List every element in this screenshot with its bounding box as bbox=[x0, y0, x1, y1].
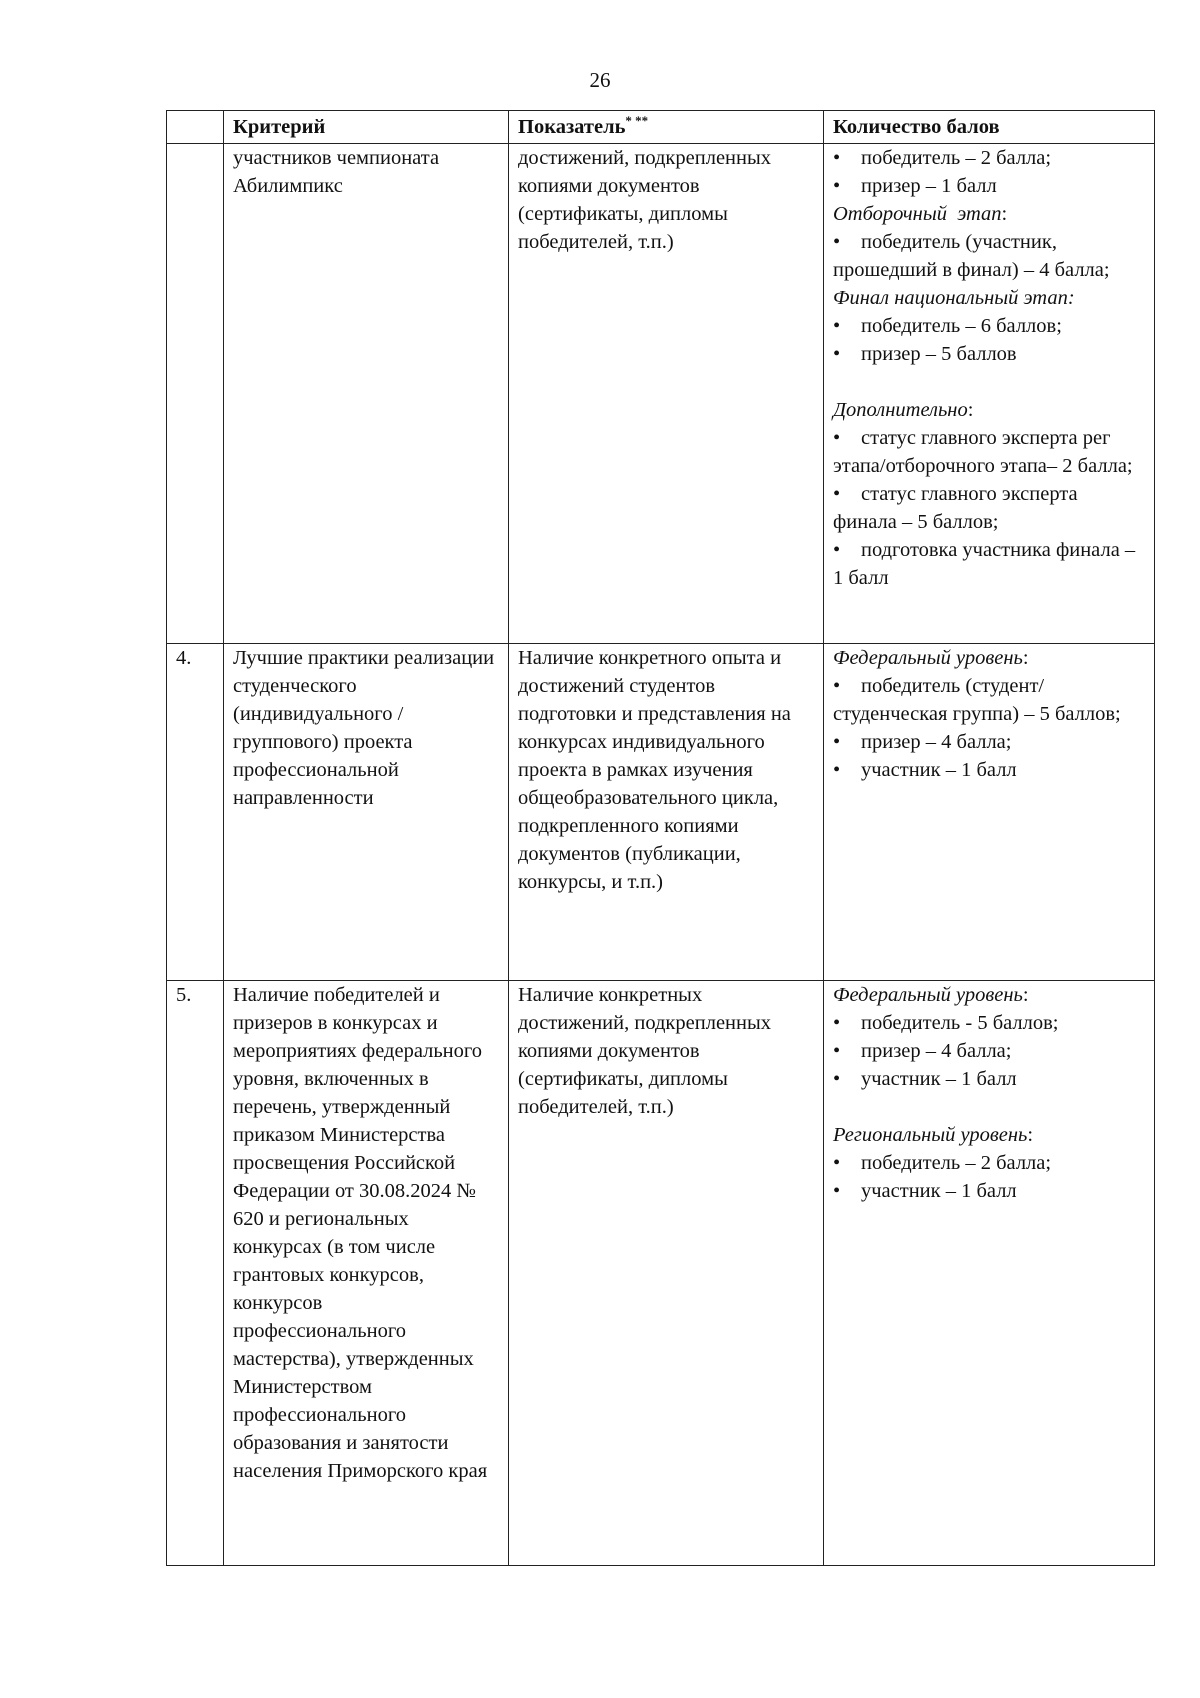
table-row bbox=[167, 644, 1155, 981]
list-item: • статус главного эксперта финала – 5 баллов; bbox=[833, 483, 1078, 533]
criteria-table bbox=[166, 110, 1155, 1566]
row-number-cell bbox=[167, 144, 224, 644]
list-item: • призер – 4 балла; bbox=[833, 731, 1012, 753]
level-heading: Федеральный уровень: bbox=[833, 984, 1029, 1006]
points-cell bbox=[824, 981, 1155, 1566]
points-cell bbox=[824, 144, 1155, 644]
criterion-cell: Наличие победителей и призеров в конкурсах и мероприятиях федерального уровня, включенных в перечень, утвержденный приказом Министерства просвещения Российской Федерации от 30.08.2024 № 620 и региональных конкурсах (в том числе грантовых конкурсов, конкурсов профессионального мастерства), утвержденных Министерством профессионального образования и занятости населения Приморского края bbox=[224, 981, 509, 1566]
header-indicator bbox=[509, 111, 824, 144]
header-criterion: Критерий bbox=[224, 111, 509, 144]
list-item: • победитель (участник, прошедший в финал) – 4 балла; bbox=[833, 231, 1110, 281]
list-item: • победитель - 5 баллов; bbox=[833, 1012, 1059, 1034]
list-item: • победитель – 2 балла; bbox=[833, 147, 1052, 169]
list-item: • призер – 1 балл bbox=[833, 175, 997, 197]
list-item: • участник – 1 балл bbox=[833, 1180, 1017, 1202]
level-heading: Региональный уровень: bbox=[833, 1124, 1034, 1146]
header-points: Количество балов bbox=[824, 111, 1155, 144]
list-item: • призер – 4 балла; bbox=[833, 1040, 1012, 1062]
criterion-cell: участников чемпионата Абилимпикс bbox=[224, 144, 509, 644]
page-number: 26 bbox=[589, 68, 611, 92]
additional-heading: Дополнительно: bbox=[833, 399, 974, 421]
list-item: • подготовка участника финала – 1 балл bbox=[833, 539, 1136, 589]
list-item: • участник – 1 балл bbox=[833, 1068, 1017, 1090]
list-item: • победитель – 6 баллов; bbox=[833, 315, 1062, 337]
row-number-cell: 5. bbox=[167, 981, 224, 1566]
list-item: • статус главного эксперта рег этапа/отборочного этапа– 2 балла; bbox=[833, 427, 1133, 477]
table-row bbox=[167, 981, 1155, 1566]
level-heading: Федеральный уровень: bbox=[833, 647, 1029, 669]
list-item: • участник – 1 балл bbox=[833, 759, 1017, 781]
stage-heading: Финал национальный этап: bbox=[833, 287, 1075, 309]
row-number-cell: 4. bbox=[167, 644, 224, 981]
indicator-cell: Наличие конкретных достижений, подкрепленных копиями документов (сертификаты, дипломы победителей, т.п.) bbox=[509, 981, 824, 1566]
list-item: • призер – 5 баллов bbox=[833, 343, 1017, 365]
header-number bbox=[167, 111, 224, 144]
table-header-row bbox=[167, 111, 1155, 144]
header-indicator-marks: * ** bbox=[625, 113, 649, 129]
criterion-cell: Лучшие практики реализации студенческого (индивидуального / группового) проекта профессиональной направленности bbox=[224, 644, 509, 981]
list-item: • победитель (студент/ студенческая группа) – 5 баллов; bbox=[833, 675, 1121, 725]
indicator-cell: достижений, подкрепленных копиями документов (сертификаты, дипломы победителей, т.п.) bbox=[509, 144, 824, 644]
points-cell bbox=[824, 644, 1155, 981]
table-row bbox=[167, 144, 1155, 644]
indicator-cell: Наличие конкретного опыта и достижений студентов подготовки и представления на конкурсах индивидуального проекта в рамках изучения общеобразовательного цикла, подкрепленного копиями документов (публикации, конкурсы, и т.п.) bbox=[509, 644, 824, 981]
stage-heading: Отборочный этап: bbox=[833, 203, 1008, 225]
header-indicator-label: Показатель bbox=[518, 116, 626, 138]
list-item: • победитель – 2 балла; bbox=[833, 1152, 1052, 1174]
